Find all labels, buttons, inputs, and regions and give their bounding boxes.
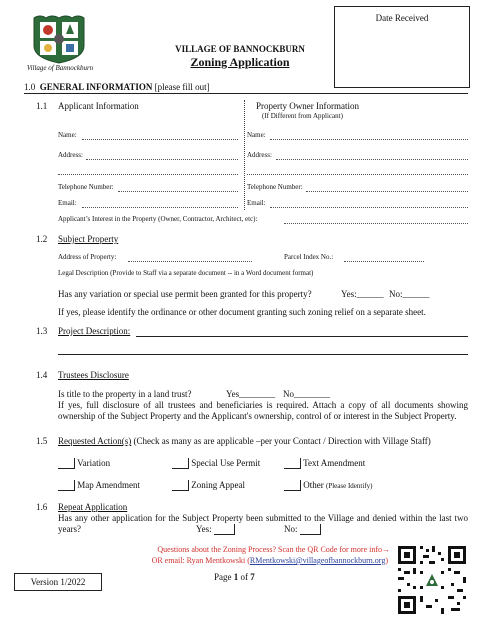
option-zoning-appeal[interactable] <box>172 480 245 491</box>
owner-name-field[interactable] <box>270 139 468 140</box>
applicant-interest-field[interactable] <box>284 223 468 224</box>
option-map-amendment[interactable] <box>58 480 140 491</box>
section-note: [please fill out] <box>154 82 210 92</box>
section-1-5-number: 1.5 <box>36 436 48 446</box>
repeat-no[interactable] <box>284 524 321 535</box>
section-number: 1.0 <box>24 82 36 92</box>
owner-address-label: Address: <box>247 151 272 159</box>
repeat-application-body: Has any other application for the Subject Property been submitted to the Village and denied within the last two years? <box>58 513 468 534</box>
variation-yes-field[interactable]: Yes:______ <box>341 289 384 299</box>
owner-email-label: Email: <box>247 199 266 207</box>
section-1-6-number: 1.6 <box>36 502 48 512</box>
applicant-phone-field[interactable] <box>118 191 238 192</box>
owner-info-title: Property Owner Information <box>256 101 359 111</box>
requested-actions-instructions: (Check as many as are applicable –per your Contact / Direction with Village Staff) <box>133 436 431 446</box>
parcel-index-field[interactable] <box>344 261 424 262</box>
owner-info-subtitle: (If Different from Applicant) <box>262 112 343 120</box>
owner-name-label: Name: <box>247 131 266 139</box>
section-1-1-number: 1.1 <box>36 101 48 111</box>
repeat-yes[interactable] <box>196 524 235 535</box>
ordinance-note: If yes, please identify the ordinance or other document granting such zoning relief on a separate sheet. <box>58 307 426 317</box>
village-logo <box>30 12 88 64</box>
page-prefix: Page <box>214 572 234 582</box>
option-label: Zoning Appeal <box>191 480 245 490</box>
option-text-amendment[interactable] <box>284 458 365 469</box>
text-amendment-checkbox[interactable] <box>284 458 301 469</box>
applicant-address-field-2[interactable] <box>58 174 238 175</box>
date-received-label: Date Received <box>375 13 429 23</box>
page-current: 1 <box>233 572 239 582</box>
section-1-3-number: 1.3 <box>36 326 48 336</box>
repeat-no-label: No: <box>284 524 298 534</box>
repeat-no-field[interactable] <box>300 524 321 535</box>
option-label: Special Use Permit <box>191 458 261 468</box>
qr-questions-note <box>134 545 390 554</box>
applicant-info-title: Applicant Information <box>58 101 139 111</box>
email-prefix: OR email: Ryan Mentkowski ( <box>151 556 250 565</box>
section-1-4-number: 1.4 <box>36 370 48 380</box>
applicant-email-label: Email: <box>58 199 77 207</box>
legal-description-note: Legal Description (Provide to Staff via a separate document -- in a Word document format) <box>58 269 314 277</box>
contact-email-line <box>140 556 388 565</box>
village-name: VILLAGE OF BANNOCKBURN <box>175 44 305 54</box>
option-label: Map Amendment <box>77 480 140 490</box>
applicant-name-label: Name: <box>58 131 77 139</box>
option-label: Variation <box>77 458 111 468</box>
section-1-2-number: 1.2 <box>36 234 48 244</box>
date-received-box[interactable] <box>334 6 470 88</box>
owner-address-field-2[interactable] <box>247 174 468 175</box>
property-address-field[interactable] <box>128 261 252 262</box>
requested-actions-title: Requested Action(s) <box>58 436 132 446</box>
special-use-checkbox[interactable] <box>172 458 189 469</box>
section-general-heading <box>24 82 210 92</box>
arrow-right-icon: → <box>382 545 390 554</box>
zoning-appeal-checkbox[interactable] <box>172 480 189 491</box>
contact-email-link[interactable]: RMentkowski@villageofbannockburn.org <box>249 556 386 565</box>
option-variation[interactable] <box>58 458 110 469</box>
applicant-name-field[interactable] <box>82 139 238 140</box>
property-address-label: Address of Property: <box>58 253 117 261</box>
variation-question: Has any variation or special use permit been granted for this property? <box>58 289 312 299</box>
option-label: Text Amendment <box>303 458 366 468</box>
qr-code[interactable] <box>396 544 468 616</box>
page-mid: of <box>238 572 251 582</box>
project-description-title: Project Description: <box>58 326 131 336</box>
repeat-yes-label: Yes: <box>196 524 212 534</box>
page-number <box>214 572 255 582</box>
option-other[interactable] <box>284 480 372 491</box>
version-label: Version 1/2022 <box>30 577 86 587</box>
project-description-field-2[interactable] <box>58 354 468 355</box>
applicant-interest-label: Applicant’s Interest in the Property (Owner, Contractor, Architect, etc): <box>58 215 258 223</box>
page-total: 7 <box>250 572 255 582</box>
owner-email-field[interactable] <box>270 207 468 208</box>
requested-actions-heading <box>58 436 468 446</box>
applicant-email-field[interactable] <box>82 207 238 208</box>
section-title: GENERAL INFORMATION <box>39 82 153 92</box>
questions-text: Questions about the Zoning Process? Scan the QR Code for more info <box>157 545 382 554</box>
land-trust-question: Is title to the property in a land trust? <box>58 389 192 399</box>
form-title: Zoning Application <box>190 55 290 69</box>
applicant-address-field[interactable] <box>86 159 238 160</box>
project-description-field[interactable] <box>136 336 468 337</box>
repeat-application-title: Repeat Application <box>58 502 128 512</box>
other-note: (Please Identify) <box>326 482 373 490</box>
owner-address-field[interactable] <box>276 159 468 160</box>
subject-property-title: Subject Property <box>58 234 119 244</box>
version-box <box>14 573 102 591</box>
other-checkbox[interactable] <box>284 480 301 491</box>
map-amendment-checkbox[interactable] <box>58 480 75 491</box>
owner-phone-label: Telephone Number: <box>247 183 303 191</box>
land-trust-yes-field[interactable]: Yes________ <box>226 389 276 399</box>
email-suffix: ) <box>385 556 388 565</box>
owner-phone-field[interactable] <box>306 191 468 192</box>
trustees-disclosure-body: If yes, full disclosure of all trustees and beneficiaries is required. Attach a copy of all documents showing ownership of the Subject Property and the Applicant's ownership, control of or interest in the Subject Property. <box>58 400 468 421</box>
land-trust-no-field[interactable]: No________ <box>283 389 330 399</box>
parcel-index-label: Parcel Index No.: <box>284 253 334 261</box>
option-special-use[interactable] <box>172 458 260 469</box>
applicant-phone-label: Telephone Number: <box>58 183 114 191</box>
logo-caption: Village of Bannockburn <box>26 64 94 72</box>
repeat-yes-field[interactable] <box>214 524 235 535</box>
applicant-address-label: Address: <box>58 151 83 159</box>
option-label: Other <box>303 480 324 490</box>
trustees-disclosure-title: Trustees Disclosure <box>58 370 129 380</box>
variation-no-field[interactable]: No:______ <box>389 289 430 299</box>
variation-checkbox[interactable] <box>58 458 75 469</box>
